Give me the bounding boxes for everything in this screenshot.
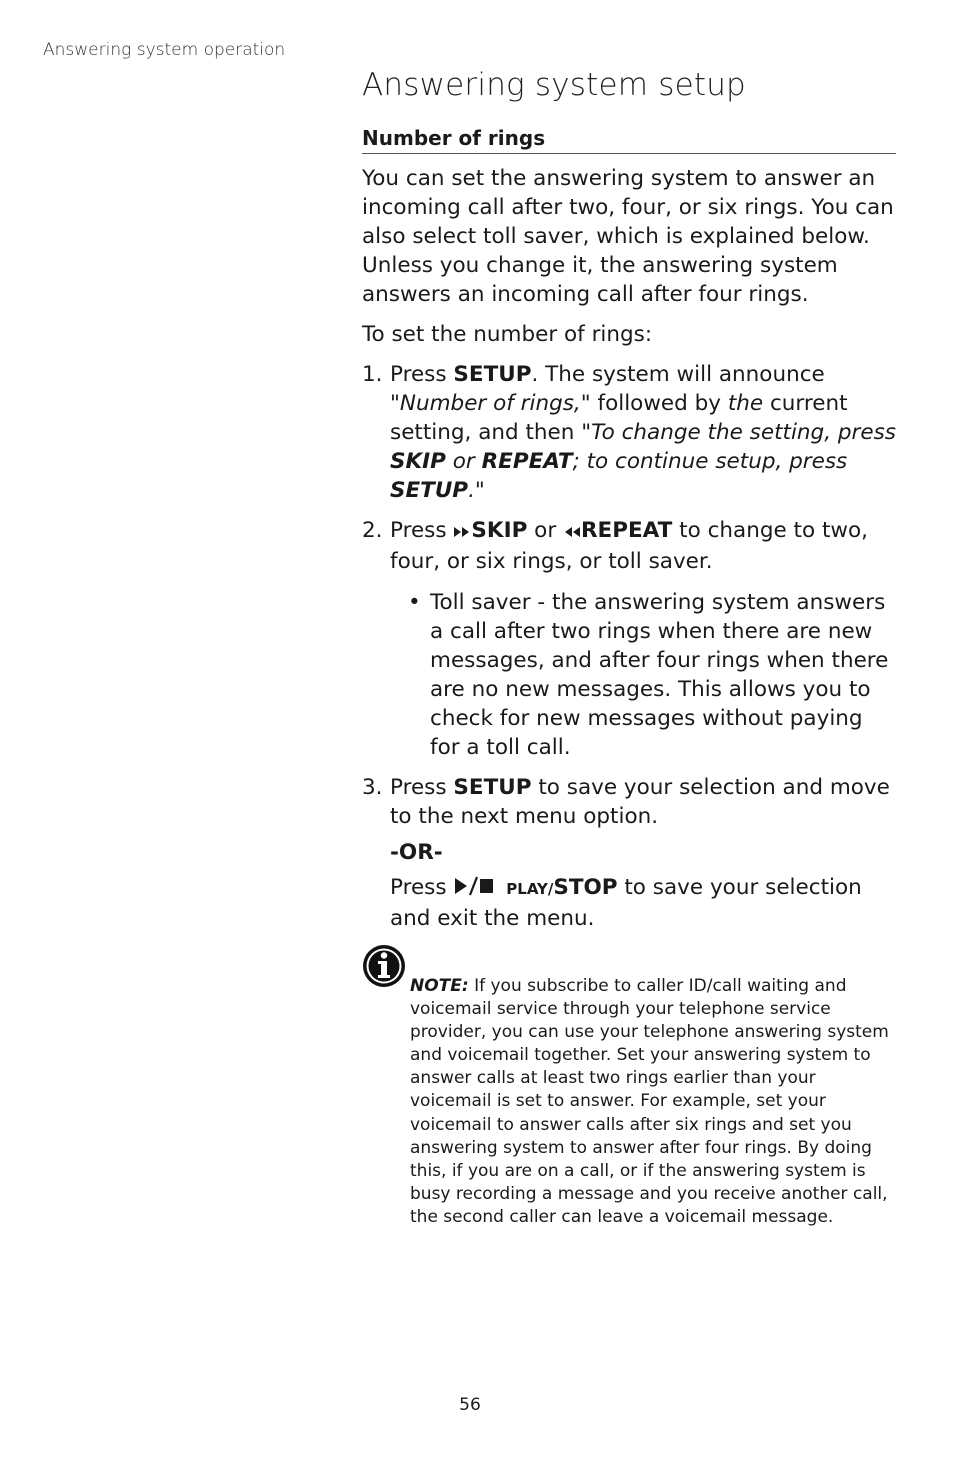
- page-number: 56: [459, 1395, 481, 1415]
- note-label: NOTE:: [410, 976, 469, 996]
- instruction-lead: To set the number of rings:: [362, 322, 653, 347]
- step-text-run: Press: [390, 775, 454, 800]
- note-box: [362, 944, 898, 1229]
- step-number: 3.: [362, 775, 383, 800]
- quote-run: ; to continue setup, press: [572, 449, 848, 474]
- step-text-run: the: [727, 391, 764, 416]
- step-2: [362, 516, 898, 762]
- step-text: [390, 518, 868, 574]
- step-text-run: to save your selection and move to the next menu option.: [390, 775, 890, 829]
- section-subheading: Number of rings: [362, 126, 896, 154]
- quote-number-of-rings: "Number of rings,": [390, 391, 591, 416]
- step-text-run: current setting, and then: [390, 391, 848, 445]
- key-repeat: REPEAT: [481, 449, 573, 474]
- key-skip: SKIP: [390, 449, 446, 474]
- bullet-dot: •: [408, 590, 421, 615]
- note-body: If you subscribe to caller ID/call waiting and voicemail service through your telephone service provider, you can use your telephone answering system and voicemail together. Set your answering system to answer calls at least two rings earlier than your voicemail is set to answer. For example, set your voicemail to answer calls after six rings and set you answering system to answer after four rings. By doing this, if you are on a call, or if the answering system is busy recording a message and you receive another call, the second caller can leave a voicemail message.: [410, 976, 889, 1227]
- key-skip: SKIP: [471, 518, 528, 543]
- step-text-run: Press: [390, 518, 454, 543]
- key-stop: STOP: [553, 875, 618, 900]
- step-text: [390, 775, 890, 829]
- step-text-run: Press: [390, 875, 454, 900]
- rewind-icon: [563, 518, 581, 547]
- steps-list: [362, 360, 898, 933]
- bullet-item-toll-saver: [408, 588, 898, 762]
- page-title: Answering system setup: [362, 67, 746, 103]
- running-header: Answering system operation: [43, 40, 286, 60]
- step-text-run: Press: [390, 362, 454, 387]
- fast-forward-icon: [453, 518, 471, 547]
- quote-run: .": [468, 478, 485, 503]
- main-column: [362, 60, 898, 933]
- or-separator: -OR-: [390, 840, 443, 865]
- step-text-run: . The system will announce: [531, 362, 825, 387]
- quote-run: or: [445, 449, 482, 474]
- key-repeat: REPEAT: [581, 518, 673, 543]
- play-stop-icon: [453, 875, 499, 904]
- step-text: [390, 362, 896, 503]
- step-number: 1.: [362, 362, 383, 387]
- step-text-run: followed by: [590, 391, 728, 416]
- step-text-run: or: [527, 518, 563, 543]
- key-setup: SETUP: [453, 775, 532, 800]
- bullet-list: [390, 588, 898, 762]
- quote-run: "To change the setting, press: [581, 420, 896, 445]
- body-text: [362, 164, 898, 933]
- step-3: [362, 773, 898, 933]
- alternative-instruction: [390, 873, 898, 933]
- step-text-run: to save your selection and exit the menu.: [390, 875, 862, 931]
- note-text: [410, 944, 898, 1229]
- bullet-text: Toll saver - the answering system answers a call after two rings when there are new messages, and after four rings when there are no new messages. This allows you to check for new messages without paying for a toll call.: [430, 590, 889, 760]
- info-icon: [362, 944, 406, 992]
- key-play: PLAY/: [506, 880, 554, 898]
- step-number: 2.: [362, 518, 383, 543]
- intro-paragraph: You can set the answering system to answer an incoming call after two, four, or six rings. You can also select toll saver, which is explained below. Unless you change it, the answering system answers an incoming call after four rings.: [362, 166, 894, 307]
- key-setup: SETUP: [453, 362, 532, 387]
- key-setup: SETUP: [390, 478, 469, 503]
- step-1: [362, 360, 898, 505]
- step-text-run: to change to two, four, or six rings, or toll saver.: [390, 518, 868, 574]
